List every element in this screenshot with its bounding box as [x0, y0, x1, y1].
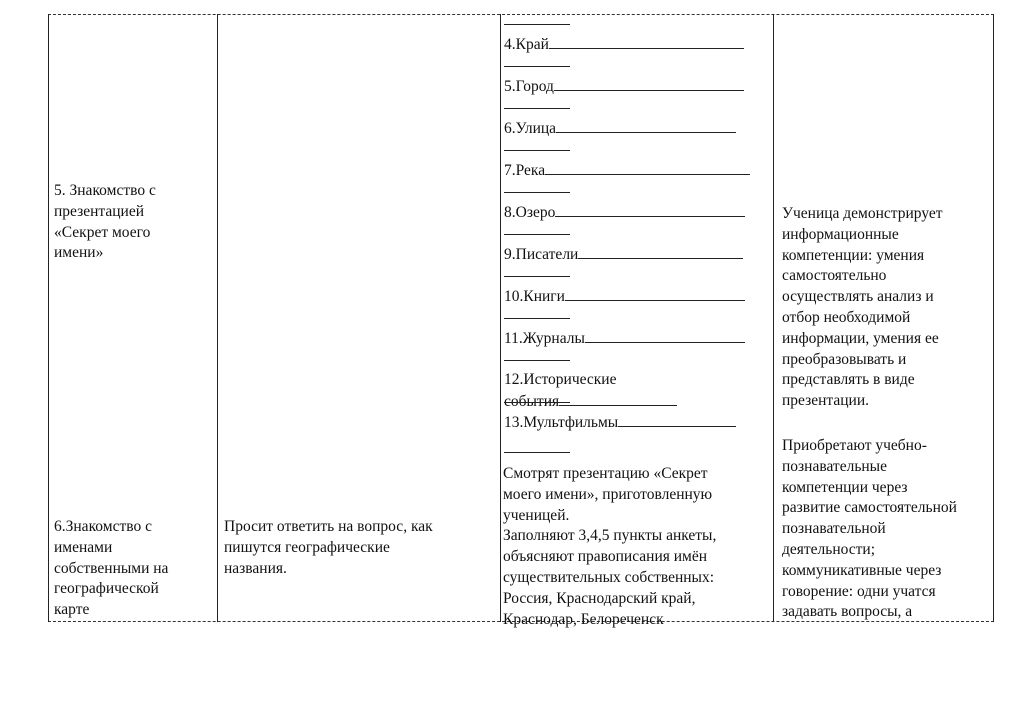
stage-6-cell: 6.Знакомство с именами собственными на географической карте	[54, 518, 169, 619]
answer-blank	[559, 391, 677, 406]
answer-blank	[556, 118, 736, 133]
blank-line	[504, 234, 570, 235]
questionnaire-item	[504, 244, 769, 266]
questionnaire-item-label: 11.Журналы	[504, 330, 585, 347]
answer-blank	[545, 160, 750, 175]
questionnaire-item	[504, 118, 769, 140]
column-divider	[993, 14, 994, 622]
answer-blank	[555, 202, 745, 217]
questionnaire-item	[504, 286, 769, 308]
questionnaire-item	[504, 76, 769, 98]
questionnaire-item-label: 8.Озеро	[504, 204, 556, 221]
blank-line	[504, 276, 570, 277]
questionnaire-item-label: 9.Писатели	[504, 246, 579, 263]
questionnaire-item	[504, 412, 769, 434]
answer-blank	[618, 412, 736, 427]
student-activity-cell: Смотрят презентацию «Секрет моего имени», приготовленную ученицей. Заполняют 3,4,5 пункты анкеты, объясняют правописания имён существительных собственных: Россия, Краснодарский край, Краснодар, Белореченск	[503, 465, 717, 628]
blank-line	[504, 24, 570, 25]
blank-line	[504, 150, 570, 151]
questionnaire-item-label: 7.Река	[504, 162, 546, 179]
table-top-border	[48, 14, 994, 15]
questionnaire-item-label: 4.Край	[504, 36, 549, 53]
blank-line	[504, 192, 570, 193]
blank-line	[504, 452, 570, 453]
questionnaire-item	[504, 160, 769, 182]
column-divider	[500, 14, 501, 622]
answer-blank	[565, 286, 745, 301]
questionnaire-item-label: 12.Исторические события	[504, 371, 617, 410]
result-6-cell: Приобретают учебно- познавательные компетенции через развитие самостоятельной познавательной деятельности; коммуникативные через говорение: одни учатся задавать вопросы, а	[782, 437, 957, 621]
questionnaire-item-label: 13.Мультфильмы	[504, 414, 619, 431]
blank-line	[504, 360, 570, 361]
teacher-activity-cell: Просит ответить на вопрос, как пишутся географические названия.	[224, 518, 433, 577]
column-divider	[217, 14, 218, 622]
stage-5-cell: 5. Знакомство с презентацией «Секрет моего имени»	[54, 182, 156, 262]
questionnaire-item-label: 10.Книги	[504, 288, 565, 305]
column-divider	[48, 14, 49, 622]
column-divider	[773, 14, 774, 622]
questionnaire-item-label: 5.Город	[504, 78, 554, 95]
answer-blank	[554, 76, 744, 91]
questionnaire-item	[504, 328, 769, 350]
answer-blank	[549, 34, 744, 49]
blank-line	[504, 318, 570, 319]
answer-blank	[578, 244, 743, 259]
blank-line	[504, 108, 570, 109]
questionnaire-item-label: 6.Улица	[504, 120, 557, 137]
blank-line	[504, 66, 570, 67]
questionnaire-item	[504, 370, 769, 413]
result-5-cell: Ученица демонстрирует информационные компетенции: умения самостоятельно осуществлять анализ и отбор необходимой информации, умения ее преобразовывать и представлять в виде презентации.	[782, 205, 943, 410]
questionnaire-item	[504, 34, 769, 56]
blank-line	[504, 402, 570, 403]
answer-blank	[585, 328, 745, 343]
questionnaire-item	[504, 202, 769, 224]
